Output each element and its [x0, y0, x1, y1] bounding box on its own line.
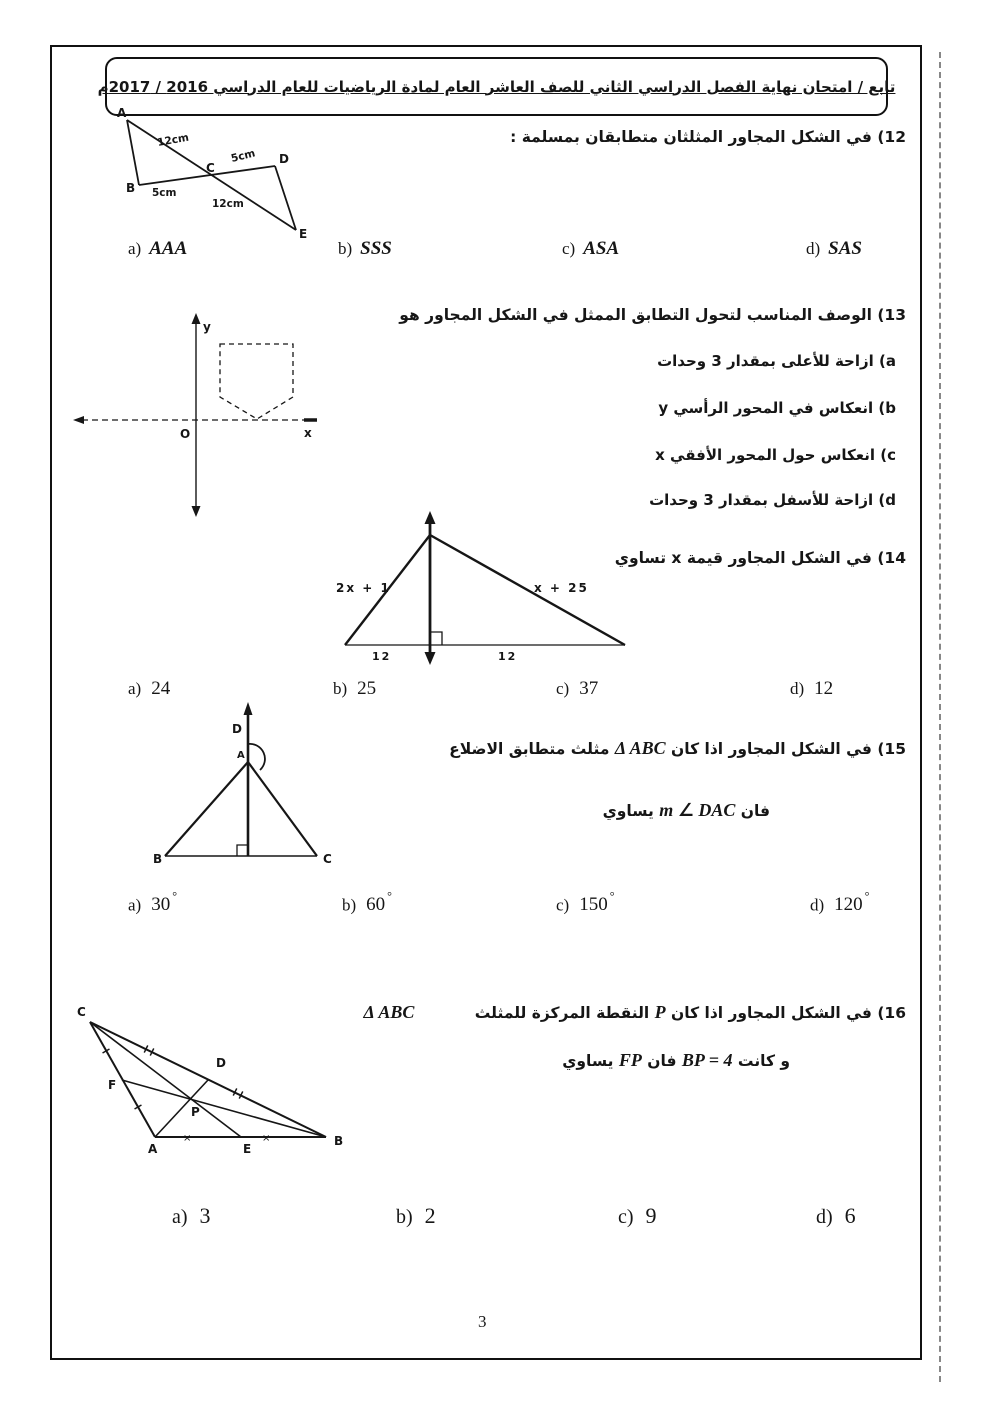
q16-option-a: a) 3: [172, 1203, 211, 1228]
q16-vertex-b-label: B: [334, 1134, 344, 1148]
q16-centroid-p-label: P: [191, 1105, 200, 1119]
q12-diagram-congruent-triangles: [100, 106, 325, 246]
q16-vertex-a-label: A: [148, 1142, 158, 1156]
q15-option-c: c) 150 °: [556, 889, 615, 916]
q12-vertex-a-label: A: [117, 106, 127, 120]
q12-option-c: c) ASA: [562, 238, 620, 259]
q13-origin-label: O: [180, 427, 191, 441]
q15-math-triangle-abc: Δ ABC: [614, 738, 666, 758]
q14-option-d: d) 12: [790, 678, 834, 699]
q14-up-arrow: [425, 511, 436, 524]
question-15-text-line2: فان m ∠ DAC يساوي: [602, 800, 770, 820]
degree-symbol: °: [609, 889, 615, 903]
q12-option-b: b) SSS: [338, 238, 392, 259]
q12-vertex-b-label: B: [126, 181, 136, 195]
q13-x-axis-label: x: [304, 426, 312, 440]
q16-option-d: d) 6: [816, 1203, 856, 1228]
question-16-text-line2: و كانت BP = 4 فان FP يساوي: [562, 1050, 790, 1070]
q16-math-triangle-abc: Δ ABC: [363, 1002, 415, 1022]
q12-length-bc: 5cm: [152, 187, 177, 199]
q15-point-d-label: D: [232, 722, 242, 736]
question-16-text-line1: 16) في الشكل المجاور اذا كان P النقطة المركزة للمثلث Δ ABC: [363, 1002, 906, 1022]
right-margin-dashed-line: [939, 52, 941, 1382]
q16-math-p: P: [654, 1002, 666, 1022]
q15-option-d: d) 120 °: [810, 889, 870, 916]
q14-right-side-label: x + 25: [534, 581, 589, 595]
question-14-text: 14) في الشكل المجاور قيمة x تساوي: [614, 549, 906, 567]
q16-point-e-label: E: [243, 1142, 252, 1156]
q13-option-c: c) انعكاس حول المحور الأفقي x: [655, 446, 896, 464]
q15-option-b: b) 60 °: [342, 889, 392, 916]
q13-pentagon-shape: [220, 344, 293, 419]
q15-vertex-b-label: B: [153, 852, 163, 866]
q13-option-a: a) ازاحة للأعلى بمقدار 3 وحدات: [657, 352, 896, 370]
y-axis-up-arrow: [192, 313, 201, 324]
q15-vertex-a-label: A: [237, 750, 245, 761]
q12-length-ce: 12cm: [212, 198, 244, 210]
question-13-text: 13) الوصف المناسب لتحول التطابق الممثل في الشكل المجاور هو: [399, 306, 906, 324]
tick-ae: ×: [183, 1133, 192, 1144]
q15-option-a: a) 30 °: [128, 889, 178, 916]
q14-right-angle-mark: [430, 632, 442, 645]
q13-diagram-coordinate-plane: [68, 310, 323, 520]
q16-math-fp: FP: [618, 1050, 642, 1070]
q12-option-a: a) AAA: [128, 238, 188, 259]
degree-symbol: °: [172, 889, 178, 903]
q15-diagram-equilateral-triangle: [152, 698, 382, 894]
q13-y-axis-label: y: [203, 320, 211, 334]
q16-option-c: c) 9: [618, 1203, 657, 1228]
degree-symbol: °: [387, 889, 392, 903]
q16-point-d-label: D: [216, 1056, 226, 1070]
q16-point-f-label: F: [108, 1078, 117, 1092]
q14-diagram-isosceles-triangle: [328, 508, 653, 666]
page-number: 3: [478, 1312, 487, 1331]
q16-math-bp-equals-4: BP = 4: [681, 1050, 733, 1070]
q14-option-c: c) 37: [556, 678, 599, 699]
q16-diagram-centroid-triangle: [66, 1003, 384, 1175]
q12-vertex-d-label: D: [279, 152, 289, 166]
q16-option-b: b) 2: [396, 1203, 436, 1228]
q12-option-d: d) SAS: [806, 238, 862, 259]
q15-up-arrow: [244, 702, 253, 715]
x-axis-left-arrow: [73, 416, 84, 424]
q14-base-left-label: 12: [372, 650, 392, 663]
tick-eb: ×: [262, 1133, 271, 1144]
header-title: تابع / امتحان نهاية الفصل الدراسي الثاني للصف العاشر العام لمادة الرياضيات للعام الدراسي 2016 / 2017م: [97, 77, 896, 96]
q12-vertex-e-label: E: [299, 227, 308, 241]
q15-vertex-c-label: C: [323, 852, 332, 866]
question-15-text-line1: 15) في الشكل المجاور اذا كان Δ ABC مثلث متطابق الاضلاع: [449, 738, 906, 758]
question-12-text: 12) في الشكل المجاور المثلثان متطابقان بمسلمة :: [510, 128, 906, 146]
q16-vertex-c-label: C: [77, 1005, 86, 1019]
q12-vertex-c-label: C: [206, 161, 215, 175]
q14-down-arrow: [425, 652, 436, 665]
q13-option-b: b) انعكاس في المحور الرأسي y: [658, 399, 896, 417]
q14-left-side-label: 2x + 1: [336, 581, 391, 595]
q12-length-cd: 5cm: [229, 147, 257, 165]
q12-length-ac: 12cm: [156, 131, 190, 149]
q14-option-b: b) 25: [333, 678, 377, 699]
q15-math-angle-dac: m ∠ DAC: [659, 800, 736, 820]
q14-base-right-label: 12: [498, 650, 518, 663]
y-axis-down-arrow: [192, 506, 201, 517]
degree-symbol: °: [864, 889, 870, 903]
q15-right-angle-mark: [237, 845, 248, 856]
q13-option-d: d) ازاحة للأسفل بمقدار 3 وحدات: [649, 491, 896, 509]
q14-option-a: a) 24: [128, 678, 171, 699]
